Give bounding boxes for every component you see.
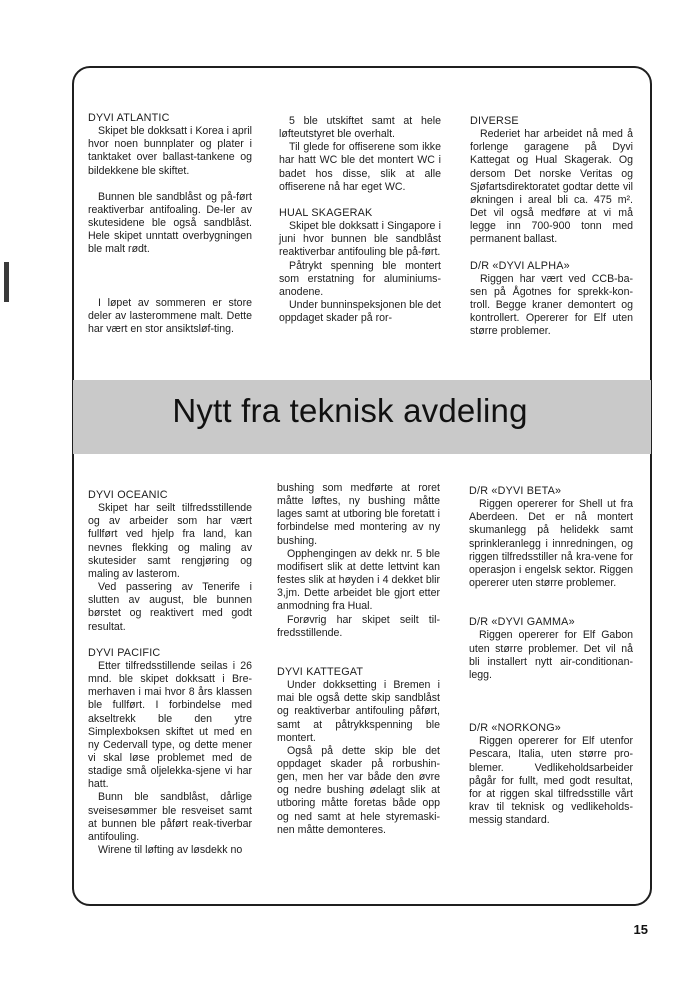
- article-paragraph: Under dokksetting i Bremen i mai ble også dette skip sandblåst og reaktiverbar antifouling påført, samt at påtrykkspenning ble montert.: [277, 679, 440, 744]
- article-heading: D/R «DYVI GAMMA»: [469, 616, 575, 629]
- article-paragraph: bushing som medførte at roret måtte løftes, ny bushing måtte lages samt at utboring ble foretatt i forbindelse med montering av ny bushing.: [277, 482, 440, 547]
- article-heading: DYVI ATLANTIC: [88, 112, 170, 124]
- article-paragraph: Bunnen ble sandblåst og på-ført reaktiverbar antifoaling. De-ler av skutesidene ble også sandblåst. Hele skipet unntatt overbygningen ble malt rødt.: [88, 190, 252, 256]
- top-column-3: [470, 115, 633, 339]
- article-paragraph: Skipet har seilt tilfredsstillende og av arbeider som har vært fullført ved hjelp fra land, kan nevnes flekking og maling av skutesider samt rengjøring og maling av lasterom.: [88, 502, 252, 580]
- article-heading: DIVERSE: [470, 115, 519, 127]
- page-number: 15: [633, 922, 648, 937]
- article-paragraph: Opphengingen av dekk nr. 5 ble modifisert slik at dette lettvint kan festes slik at høyden i 4 dekket blir 3,jm. Dette arbeidet ble gjort etter anmodning fra Hual.: [277, 547, 440, 613]
- bottom-column-3: [469, 485, 633, 827]
- article-paragraph: Riggen opererer for Elf Gabon uten større problemer. Det vil nå bli installert nytt air-conditionan-legg.: [469, 629, 633, 681]
- article-heading: DYVI KATTEGAT: [277, 665, 364, 678]
- article-paragraph: Rederiet har arbeidet nå med å forlenge garagene på Dyvi Kattegat og Hual Skagerak. Og dersom Det norske Veritas og Sjøfartsdirektoratet godtar dette vil økningen i areal bli ca. 475 m². Det vil også medføre at vi må legge inn 700-900 tonn med permanent ballast.: [470, 128, 633, 246]
- article-paragraph: Ved passering av Tenerife i slutten av august, ble bunnen børstet og reaktivert med godt resultat.: [88, 581, 252, 633]
- top-column-1: [88, 112, 252, 336]
- article-paragraph: Bunn ble sandblåst, dårlige sveisesømmer ble resveiset samt at bunnen ble påført reak-tiverbar antifouling.: [88, 791, 252, 843]
- article-paragraph: Etter tilfredsstillende seilas i 26 mnd. ble skipet dokksatt i Bre-merhaven i mai hvor 8 års klassen ble fullført. I forbindelse med akseltrekk ble den ytre Simplexboksen skiftet ut med en ny Cedervall type, og dette mener vi skal løse problemet med de stadige små oljelekka-sjene vi har hatt.: [88, 659, 252, 791]
- bottom-column-2: [277, 482, 440, 837]
- article-paragraph: Skipet ble dokksatt i Korea i april hvor noen bunnplater og plater i tanktaket over ballast-tankene og bildekkene ble skiftet.: [88, 125, 252, 177]
- article-heading: D/R «DYVI ALPHA»: [470, 259, 570, 272]
- article-paragraph: I løpet av sommeren er store deler av lasterommene malt. Dette har vært en stor ansiktsløf-ting.: [88, 296, 252, 335]
- section-title: Nytt fra teknisk avdeling: [172, 392, 528, 429]
- article-heading: DYVI PACIFIC: [88, 646, 161, 659]
- article-paragraph: Under bunninspeksjonen ble det oppdaget skader på ror-: [279, 299, 441, 325]
- article-paragraph: Riggen har vært ved CCB-ba-sen på Ågotnes for sprekk-kon-troll. Begge kraner demontert og kontrollert. Opererer for Elf uten større problemer.: [470, 272, 633, 338]
- article-paragraph: Påtrykt spenning ble montert som erstatning for aluminiums-anodene.: [279, 259, 441, 298]
- article-heading: DYVI OCEANIC: [88, 489, 168, 501]
- article-paragraph: Til glede for offiserene som ikke har hatt WC ble det montert WC i badet hos disse, slik at alle offiserene nå har eget WC.: [279, 141, 441, 193]
- top-column-2: [279, 115, 441, 325]
- article-paragraph: Skipet ble dokksatt i Singapore i juni hvor bunnen ble sandblåst reaktiverbar antifouling ble på-ført.: [279, 220, 441, 259]
- article-heading: HUAL SKAGERAK: [279, 206, 373, 219]
- article-paragraph: Riggen opererer for Shell ut fra Aberdeen. Det er nå montert skumanlegg på helidekk samt sprinkleranlegg i innredningen, og riggen tilfredsstiller nå kra-vene for operasjon i engelsk sektor. Riggen opererer uten større problemer.: [469, 498, 633, 590]
- article-heading: D/R «DYVI BETA»: [469, 485, 562, 497]
- bottom-column-1: [88, 489, 252, 857]
- article-paragraph: Forøvrig har skipet seilt til-fredsstillende.: [277, 613, 440, 639]
- article-paragraph: Riggen opererer for Elf utenfor Pescara, Italia, uten større pro-blemer. Vedlikeholdsarbeider pågår for fullt, med godt resultat, for at riggen skal tilfredsstille vårt krav til teknisk og vedlikeholds-messig standard.: [469, 735, 633, 827]
- article-paragraph: Wirene til løfting av løsdekk no: [98, 844, 243, 857]
- article-paragraph: Også på dette skip ble det oppdaget skader på rorbushin-gen, men her var både den øvre og nedre bushing ødelagt slik at utboring måtte foretas både opp og ned samt at hele styremaski-nen måtte demonteres.: [277, 744, 440, 836]
- article-heading: D/R «NORKONG»: [469, 722, 561, 735]
- scan-edge-mark: [4, 262, 9, 302]
- article-paragraph: 5 ble utskiftet samt at hele løfteutstyret ble overhalt.: [279, 115, 441, 141]
